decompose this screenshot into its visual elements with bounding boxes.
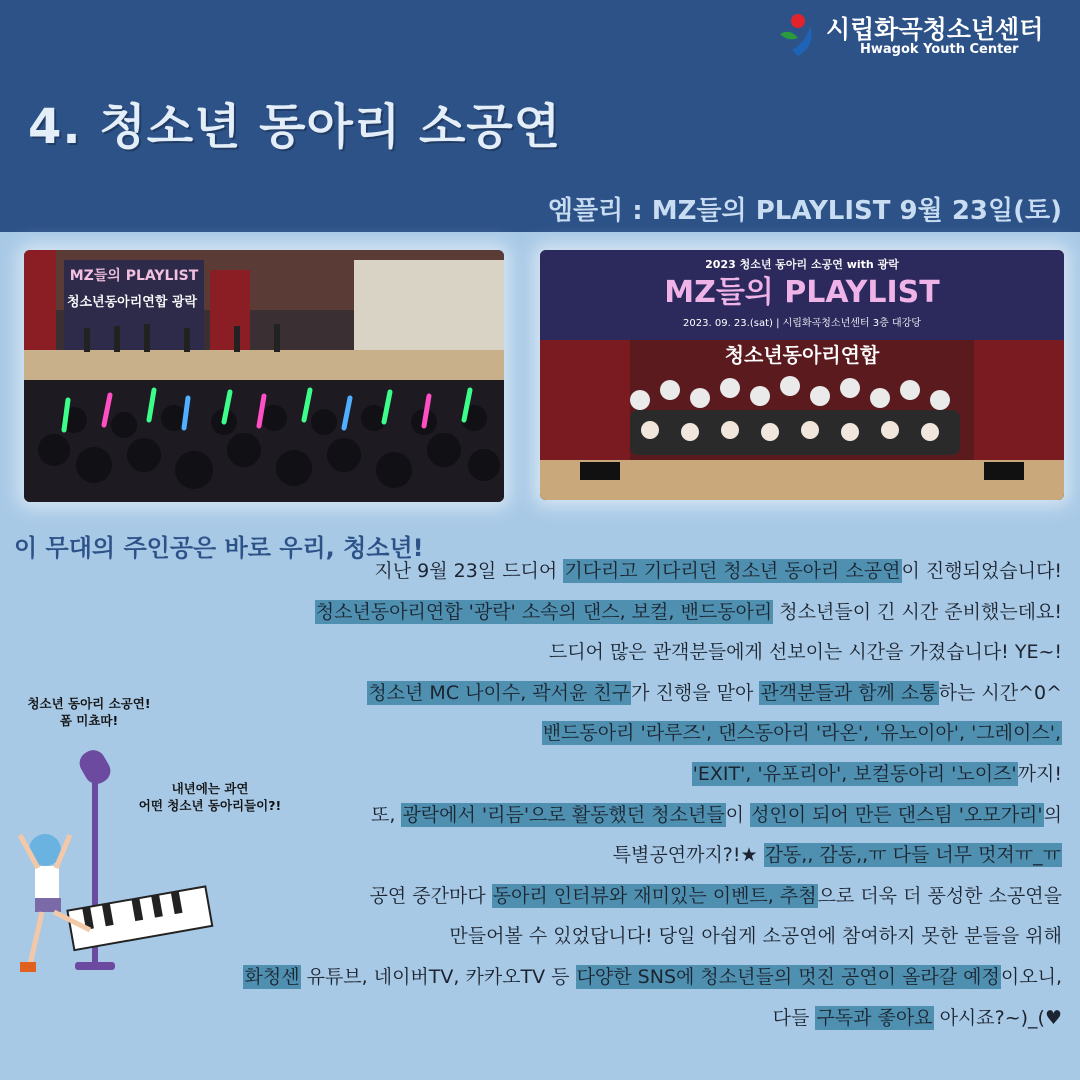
highlighted-text: 청소년동아리연합 '광락' 소속의 댄스, 보컬, 밴드동아리 xyxy=(315,600,773,623)
highlighted-text: 감동,, 감동,,ㅠ 다들 너무 멋져ㅠ_ㅠ xyxy=(764,844,1061,867)
body-line xyxy=(62,560,1062,583)
body-text-segment: 청소년들이 긴 시간 준비했는데요! xyxy=(773,600,1062,623)
bubble-left-line1: 청소년 동아리 소공연! xyxy=(27,696,151,711)
speech-bubble-left xyxy=(14,695,164,729)
body-line xyxy=(62,682,1062,705)
photo1-banner-sub: 청소년동아리연합 광락 xyxy=(66,295,198,310)
section-headline: 이 무대의 주인공은 바로 우리, 청소년! xyxy=(14,534,424,562)
photo2-sub-text: 청소년동아리연합 xyxy=(724,343,880,367)
photo1-banner-text: MZ들의 PLAYLIST xyxy=(69,268,199,284)
center-logo-title: 시립화곡청소년센터 xyxy=(826,15,1044,44)
body-text-segment: 유튜브, 네이버TV, 카카오TV 등 xyxy=(300,965,576,988)
highlighted-text: 관객분들과 함께 소통 xyxy=(760,681,938,704)
page-title: 4. 청소년 동아리 소공연 xyxy=(28,99,562,155)
body-text-segment: 이오니, xyxy=(1000,965,1062,988)
body-line xyxy=(62,601,1062,624)
body-text-segment: 으로 더욱 더 풍성한 소공연을 xyxy=(817,884,1062,907)
highlighted-text: 동아리 인터뷰와 재미있는 이벤트, 추첨 xyxy=(492,884,817,907)
body-line xyxy=(62,641,1062,664)
bubble-right-line2: 어떤 청소년 동아리들이?! xyxy=(138,798,282,813)
highlighted-text: 기다리고 기다리던 청소년 동아리 소공연 xyxy=(564,560,901,582)
body-line xyxy=(62,1007,1062,1030)
body-text-segment: 까지! xyxy=(1017,762,1062,785)
body-text-segment: 만들어볼 수 있었답니다! 당일 아쉽게 소공연에 참여하지 못한 분들을 위해 xyxy=(449,925,1062,948)
event-subtitle: 엠플리 : MZ들의 PLAYLIST 9월 23일(토) xyxy=(547,196,1062,226)
body-text-segment: 또, xyxy=(371,803,402,826)
body-text-segment: 지난 9월 23일 드디어 xyxy=(374,560,564,582)
body-text-segment: 가 진행을 맡아 xyxy=(631,681,760,704)
group-photo xyxy=(540,250,1064,500)
photo2-top-text: 2023 청소년 동아리 소공연 with 광락 xyxy=(705,258,899,271)
highlighted-text: 광락에서 '리듬'으로 활동했던 청소년들 xyxy=(402,803,725,826)
bubble-left-line2: 폼 미쵸따! xyxy=(59,713,119,728)
body-text-segment: 특별공연까지?!★ xyxy=(612,844,764,867)
highlighted-text: 청소년 MC 나이수, 곽서윤 친구 xyxy=(368,681,631,704)
body-text-segment: 이 진행되었습니다! xyxy=(901,560,1062,582)
center-logo-icon xyxy=(776,12,820,58)
photo2-date-text: 2023. 09. 23.(sat) | 시립화곡청소년센터 3층 대강당 xyxy=(683,318,921,329)
highlighted-text: 밴드동아리 '라루즈', 댄스동아리 '라온', '유노이아', '그레이스', xyxy=(542,722,1061,745)
speech-bubble-right xyxy=(110,780,310,814)
body-text-segment: 하는 시간^0^ xyxy=(938,681,1062,704)
body-text-segment: 의 xyxy=(1043,803,1062,826)
center-logo xyxy=(776,10,1066,60)
center-logo-subtitle: Hwagok Youth Center xyxy=(860,42,1019,57)
singer-illustration xyxy=(10,740,220,980)
body-text-segment: 공연 중간마다 xyxy=(369,884,492,907)
bubble-right-line1: 내년에는 과연 xyxy=(171,781,249,796)
highlighted-text: 성인이 되어 만든 댄스팀 '오모가리' xyxy=(751,803,1043,826)
body-text-segment: 드디어 많은 관객분들에게 선보이는 시간을 가졌습니다! YE~! xyxy=(548,641,1062,664)
body-text-segment: 다들 xyxy=(772,1006,816,1029)
body-text-segment: 아시죠?~)_(♥ xyxy=(933,1006,1062,1029)
body-text-segment: 이 xyxy=(725,803,751,826)
header-banner xyxy=(0,0,1080,232)
highlighted-text: 화청센 xyxy=(244,965,300,988)
photo2-banner-text: MZ들의 PLAYLIST xyxy=(664,275,940,310)
highlighted-text: 다양한 SNS에 청소년들의 멋진 공연이 올라갈 예정 xyxy=(576,965,1000,988)
highlighted-text: 'EXIT', '유포리아', 보컬동아리 '노이즈' xyxy=(692,762,1017,785)
highlighted-text: 구독과 좋아요 xyxy=(816,1006,933,1029)
concert-audience-photo xyxy=(24,250,504,502)
